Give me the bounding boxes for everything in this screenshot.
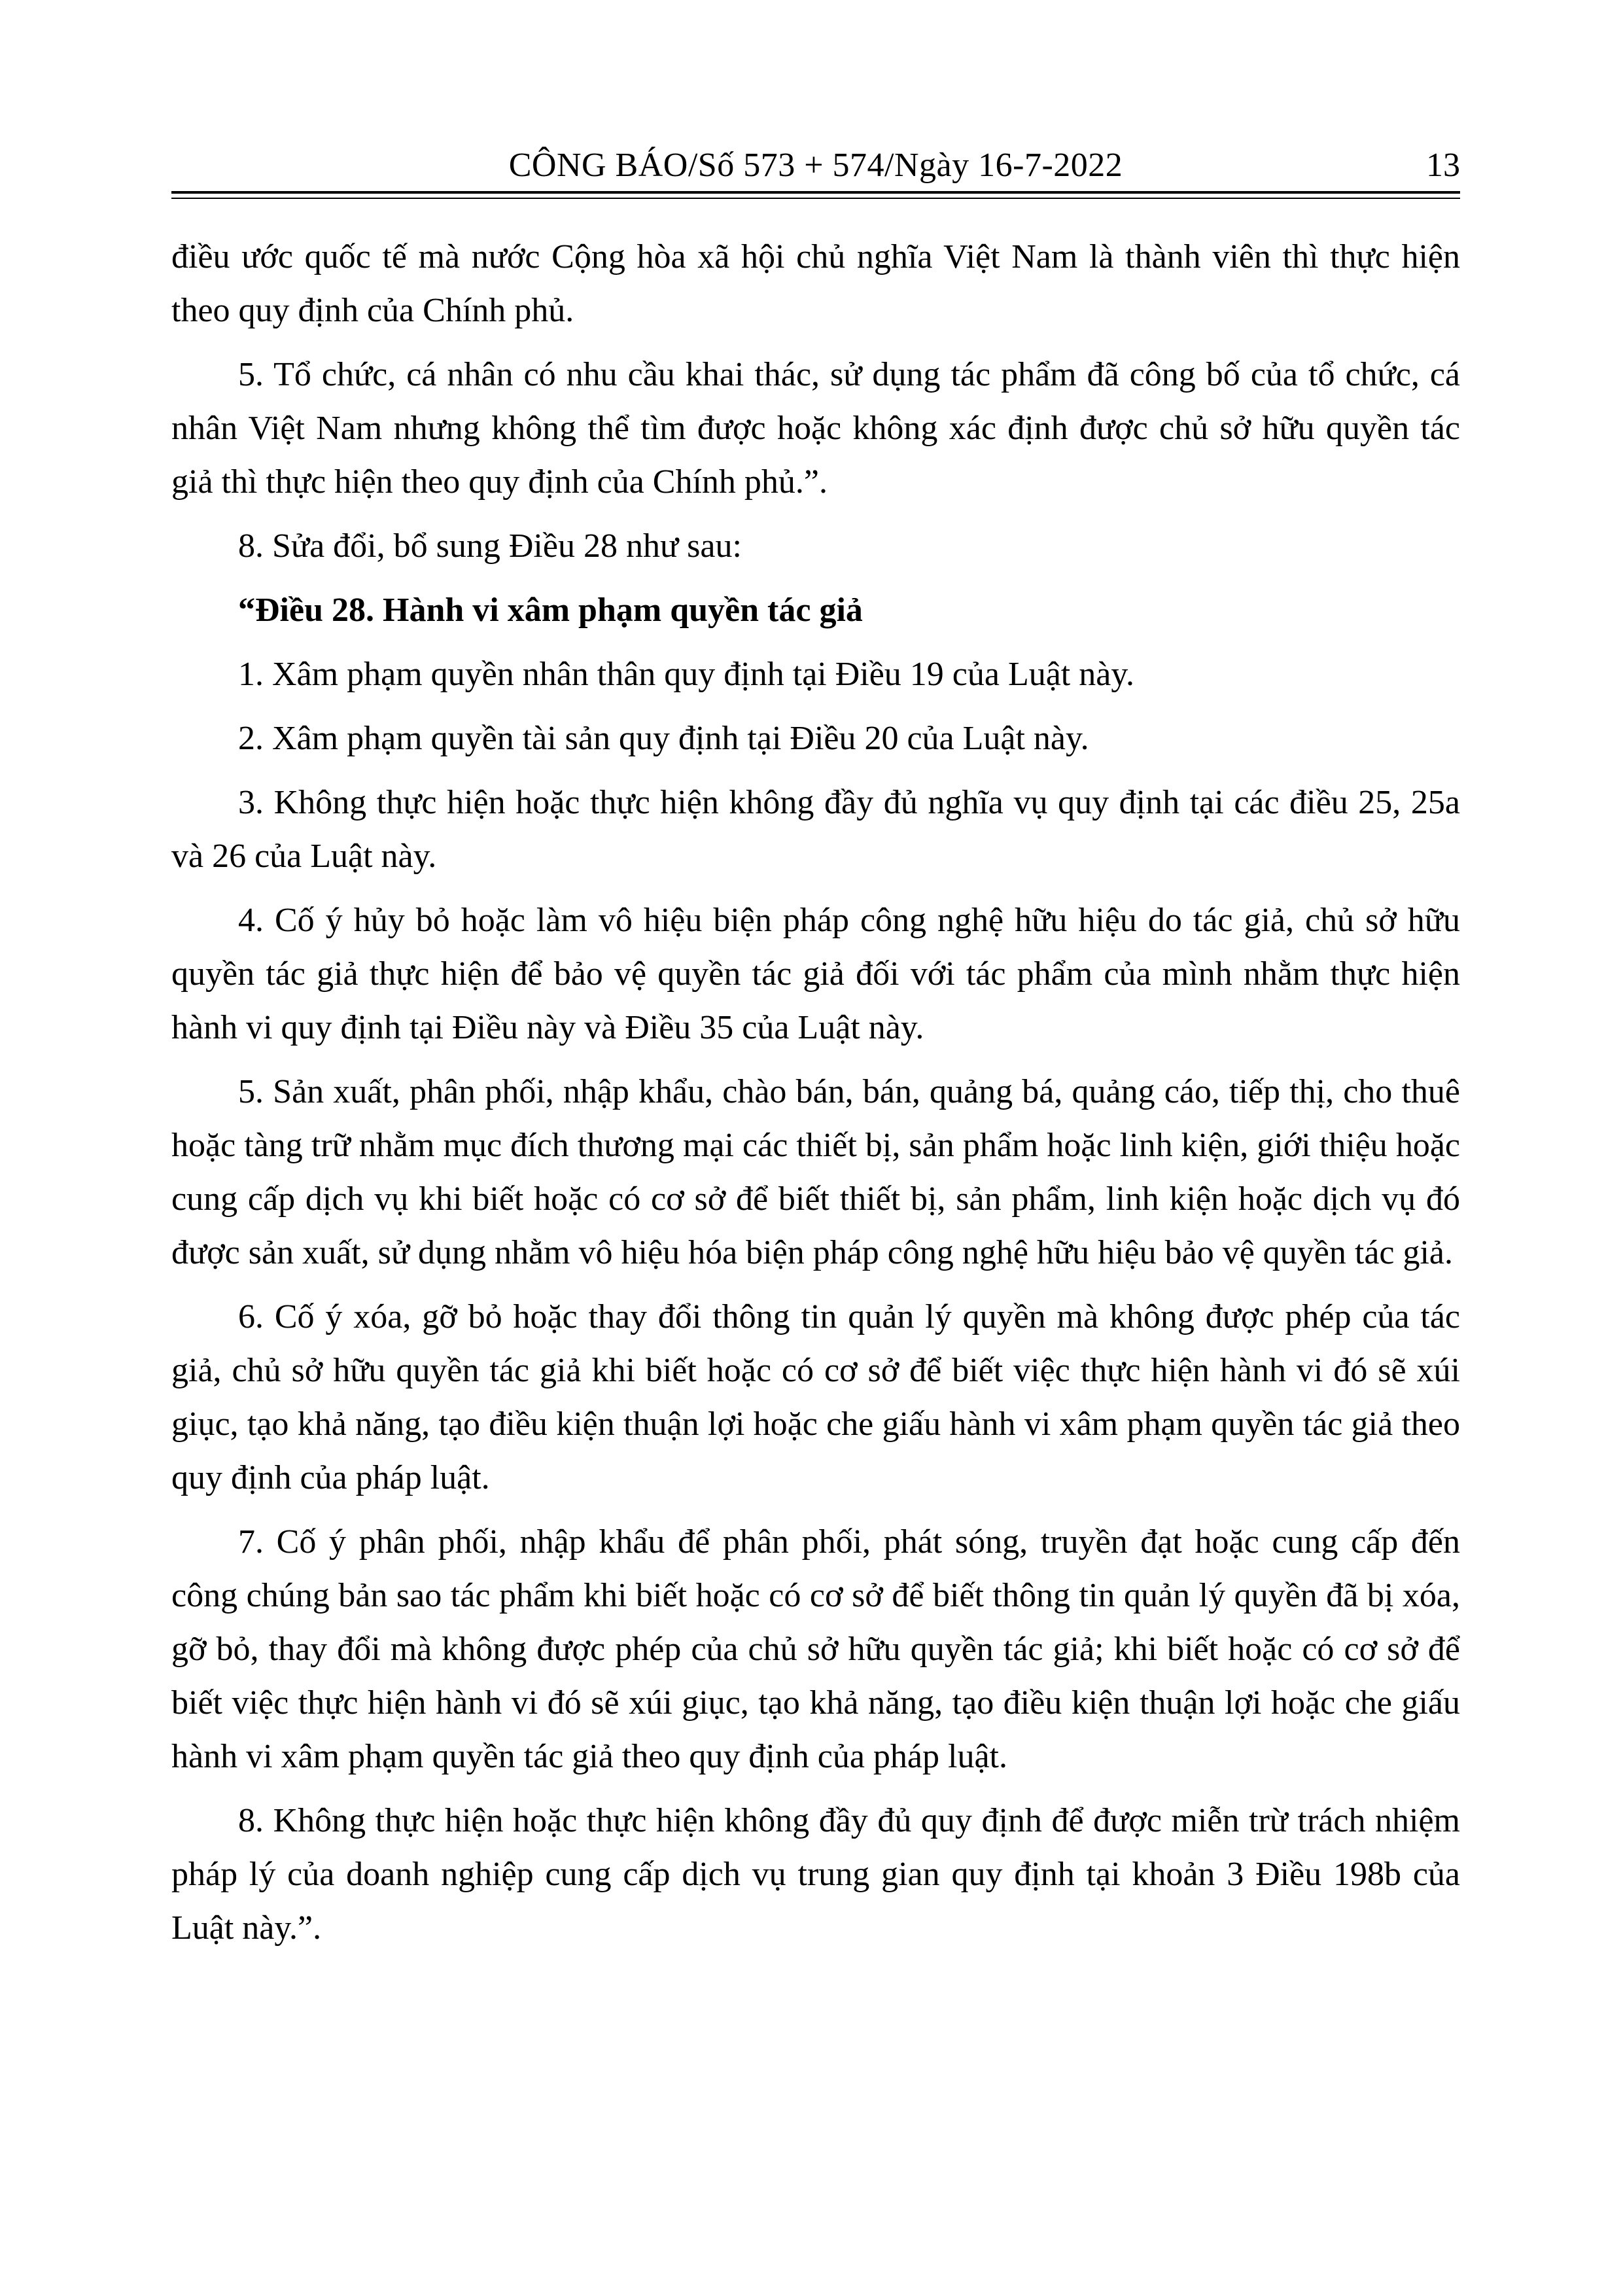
paragraph-clause-5: 5. Tổ chức, cá nhân có nhu cầu khai thác, sử dụng tác phẩm đã công bố của tổ chức, cá nhân Việt Nam nhưng không thể tìm được hoặc không xác định được chủ sở hữu quyền tác giả thì thực hiện theo quy định của Chính phủ.”. (171, 356, 1460, 501)
article-28-heading: “Điều 28. Hành vi xâm phạm quyền tác giả (238, 592, 863, 629)
paragraph-item-6: 6. Cố ý xóa, gỡ bỏ hoặc thay đổi thông tin quản lý quyền mà không được phép của tác giả, chủ sở hữu quyền tác giả khi biết hoặc có cơ sở để biết việc thực hiện hành vi đó sẽ xúi giục, tạo khả năng, tạo điều kiện thuận lợi hoặc che giấu hành vi xâm phạm quyền tác giả theo quy định của pháp luật. (171, 1298, 1460, 1496)
page-number: 13 (1426, 147, 1460, 184)
header-rule-thin (171, 198, 1460, 199)
paragraph-item-5: 5. Sản xuất, phân phối, nhập khẩu, chào bán, bán, quảng bá, quảng cáo, tiếp thị, cho thuê hoặc tàng trữ nhằm mục đích thương mại các thiết bị, sản phẩm hoặc linh kiện, giới thiệu hoặc cung cấp dịch vụ khi biết hoặc có cơ sở để biết thiết bị, sản phẩm, linh kiện hoặc dịch vụ đó được sản xuất, sử dụng nhằm vô hiệu hóa biện pháp công nghệ hữu hiệu bảo vệ quyền tác giả. (171, 1073, 1460, 1271)
paragraph-continuation: điều ước quốc tế mà nước Cộng hòa xã hội chủ nghĩa Việt Nam là thành viên thì thực hiện theo quy định của Chính phủ. (171, 238, 1460, 329)
paragraph-item-3: 3. Không thực hiện hoặc thực hiện không đầy đủ nghĩa vụ quy định tại các điều 25, 25a và 26 của Luật này. (171, 784, 1460, 875)
page-header (171, 143, 1460, 188)
gazette-title: CÔNG BÁO/Số 573 + 574/Ngày 16-7-2022 (508, 147, 1123, 184)
paragraph-item-1: 1. Xâm phạm quyền nhân thân quy định tại Điều 19 của Luật này. (238, 656, 1134, 693)
document-body (171, 230, 1460, 1966)
paragraph-item-8: 8. Không thực hiện hoặc thực hiện không đầy đủ quy định để được miễn trừ trách nhiệm pháp lý của doanh nghiệp cung cấp dịch vụ trung gian quy định tại khoản 3 Điều 198b của Luật này.”. (171, 1802, 1460, 1947)
paragraph-item-2: 2. Xâm phạm quyền tài sản quy định tại Điều 20 của Luật này. (238, 720, 1089, 757)
paragraph-item-7: 7. Cố ý phân phối, nhập khẩu để phân phối, phát sóng, truyền đạt hoặc cung cấp đến công chúng bản sao tác phẩm khi biết hoặc có cơ sở để biết thông tin quản lý quyền đã bị xóa, gỡ bỏ, thay đổi mà không được phép của chủ sở hữu quyền tác giả; khi biết hoặc có cơ sở để biết việc thực hiện hành vi đó sẽ xúi giục, tạo khả năng, tạo điều kiện thuận lợi hoặc che giấu hành vi xâm phạm quyền tác giả theo quy định của pháp luật. (171, 1523, 1460, 1775)
header-rule-thick (171, 191, 1460, 194)
paragraph-amendment-8: 8. Sửa đổi, bổ sung Điều 28 như sau: (238, 527, 742, 565)
paragraph-item-4: 4. Cố ý hủy bỏ hoặc làm vô hiệu biện pháp công nghệ hữu hiệu do tác giả, chủ sở hữu quyền tác giả thực hiện để bảo vệ quyền tác giả đối với tác phẩm của mình nhằm thực hiện hành vi quy định tại Điều này và Điều 35 của Luật này. (171, 902, 1460, 1046)
